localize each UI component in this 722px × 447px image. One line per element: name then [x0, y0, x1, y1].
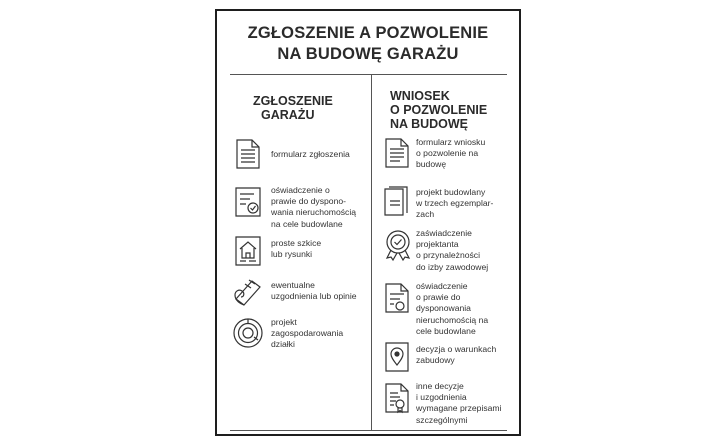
title-line-2: NA BUDOWĘ GARAŻU: [277, 45, 459, 63]
target-plan-icon: [231, 316, 265, 350]
rolled-paper-icon: [231, 275, 265, 309]
certificate-document-icon: [382, 381, 416, 415]
item-text: cele budowlane: [416, 325, 476, 336]
item-text: oświadczenie: [416, 281, 468, 291]
item-text: zaświadczenie: [416, 228, 472, 238]
item-text: dysponowania: [416, 303, 471, 314]
item-text: o prawie do: [416, 292, 461, 303]
item-text: o pozwolenie na: [416, 148, 479, 159]
document-check-icon: [231, 185, 265, 219]
item-text: lub rysunki: [271, 249, 313, 260]
item-text: do izby zawodowej: [416, 261, 489, 272]
divider-bottom: [230, 430, 507, 431]
heading-line: NA BUDOWĘ: [390, 117, 469, 131]
column-heading: [253, 94, 333, 122]
item-text: na cele budowlane: [271, 218, 343, 229]
item-text: projektanta: [416, 239, 459, 250]
item-text: działki: [271, 339, 295, 350]
heading-line: WNIOSEK: [390, 89, 450, 103]
item-text: projekt budowlany: [416, 187, 486, 197]
page-title: [217, 23, 519, 65]
divider-top: [230, 74, 507, 75]
item-text: prawie do dyspono-: [271, 196, 347, 207]
item-text: budowę: [416, 159, 447, 170]
item-text: nieruchomością na: [416, 314, 489, 325]
item-text: formularz zgłoszenia: [271, 149, 350, 159]
item-text: ewentualne: [271, 280, 315, 290]
item-text: zagospodarowania: [271, 328, 344, 339]
item-text: o przynależności: [416, 250, 481, 261]
item-text: w trzech egzemplar-: [416, 198, 494, 209]
document-icon: [382, 136, 416, 170]
document-icon: [231, 137, 265, 171]
document-copies-icon: [382, 185, 416, 219]
item-text: zabudowy: [416, 355, 455, 366]
heading-line: ZGŁOSZENIE: [253, 94, 333, 108]
item-text: i uzgodnienia: [416, 392, 467, 403]
item-text: szczególnymi: [416, 414, 468, 425]
item-text: zach: [416, 209, 435, 220]
document-seal-icon: [382, 281, 416, 315]
item-text: decyzja o warunkach: [416, 344, 497, 354]
item-text: projekt: [271, 317, 297, 327]
item-text: oświadczenie o: [271, 185, 330, 195]
item-text: proste szkice: [271, 238, 322, 248]
location-document-icon: [382, 340, 416, 374]
house-sketch-icon: [231, 234, 265, 268]
heading-line: GARAŻU: [261, 108, 315, 122]
item-text: wymagane przepisami: [416, 403, 502, 414]
item-text: wania nieruchomością: [271, 207, 357, 218]
item-text: inne decyzje: [416, 381, 464, 391]
divider-vertical: [371, 74, 372, 431]
column-heading: [390, 89, 487, 131]
item-text: formularz wniosku: [416, 137, 486, 147]
infographic-frame: [215, 9, 521, 436]
heading-line: O POZWOLENIE: [390, 103, 488, 117]
certificate-badge-icon: [382, 228, 416, 262]
item-text: uzgodnienia lub opinie: [271, 291, 357, 302]
title-line-1: ZGŁOSZENIE A POZWOLENIE: [247, 24, 489, 42]
